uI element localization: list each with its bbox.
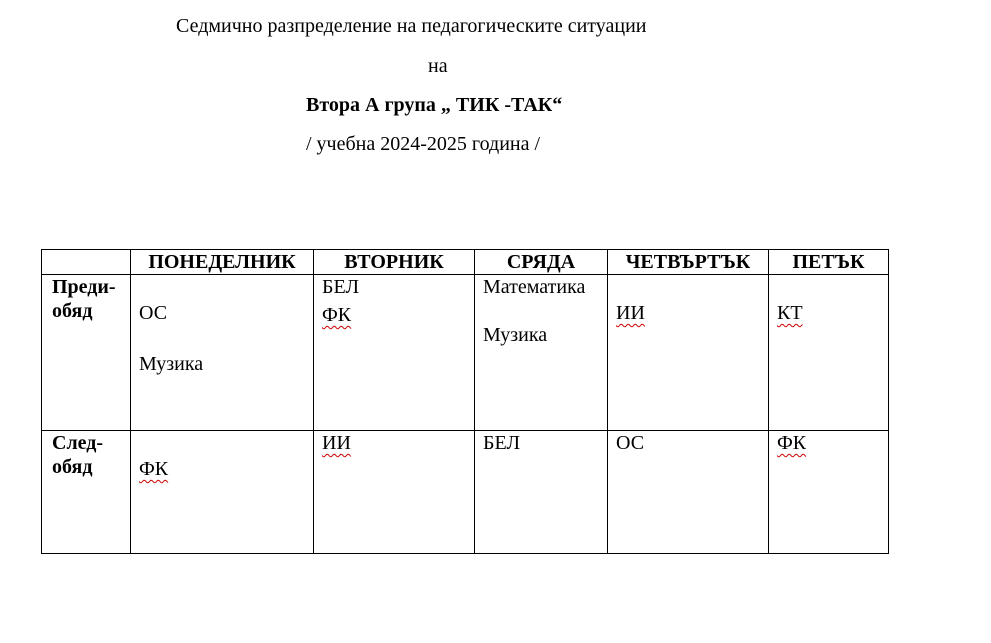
- cell-tuesday-morning: [314, 275, 475, 431]
- activity: БЕЛ: [483, 432, 521, 454]
- row-label-morning: [42, 275, 131, 431]
- group-name: Втора А група „ ТИК -ТАК“: [306, 94, 563, 116]
- row-label-line: обяд: [52, 300, 93, 322]
- activity: ОС: [616, 432, 645, 454]
- day-header-friday: ПЕТЪК: [769, 250, 889, 275]
- activity: ФК: [322, 304, 352, 326]
- table-row-afternoon: [42, 431, 889, 554]
- cell-thursday-morning: [608, 275, 769, 431]
- day-header-wednesday: СРЯДА: [475, 250, 608, 275]
- row-label-line: Преди-: [52, 276, 116, 298]
- cell-thursday-afternoon: [608, 431, 769, 554]
- day-header-monday: ПОНЕДЕЛНИК: [131, 250, 314, 275]
- table-row-morning: [42, 275, 889, 431]
- cell-wednesday-afternoon: [475, 431, 608, 554]
- row-label-afternoon: [42, 431, 131, 554]
- activity: ИИ: [322, 432, 351, 454]
- corner-cell: [42, 250, 131, 275]
- activity: ФК: [777, 432, 807, 454]
- header-row: [42, 250, 889, 275]
- title-connector: на: [428, 55, 448, 77]
- cell-friday-morning: [769, 275, 889, 431]
- school-year: / учебна 2024-2025 година /: [306, 133, 541, 155]
- activity: Музика: [139, 353, 204, 375]
- activity: ИИ: [616, 302, 645, 324]
- cell-wednesday-morning: [475, 275, 608, 431]
- activity: КТ: [777, 302, 803, 324]
- activity: Музика: [483, 324, 548, 346]
- activity: БЕЛ: [322, 276, 360, 298]
- row-label-line: След-: [52, 432, 104, 454]
- schedule-table: [41, 249, 889, 554]
- activity: ФК: [139, 458, 169, 480]
- activity: ОС: [139, 302, 168, 324]
- cell-monday-afternoon: [131, 431, 314, 554]
- cell-monday-morning: [131, 275, 314, 431]
- document-title: Седмично разпределение на педагогическите ситуации: [176, 15, 647, 37]
- day-header-tuesday: ВТОРНИК: [314, 250, 475, 275]
- cell-friday-afternoon: [769, 431, 889, 554]
- day-header-thursday: ЧЕТВЪРТЪК: [608, 250, 769, 275]
- row-label-line: обяд: [52, 456, 93, 478]
- cell-tuesday-afternoon: [314, 431, 475, 554]
- activity: Математика: [483, 276, 586, 298]
